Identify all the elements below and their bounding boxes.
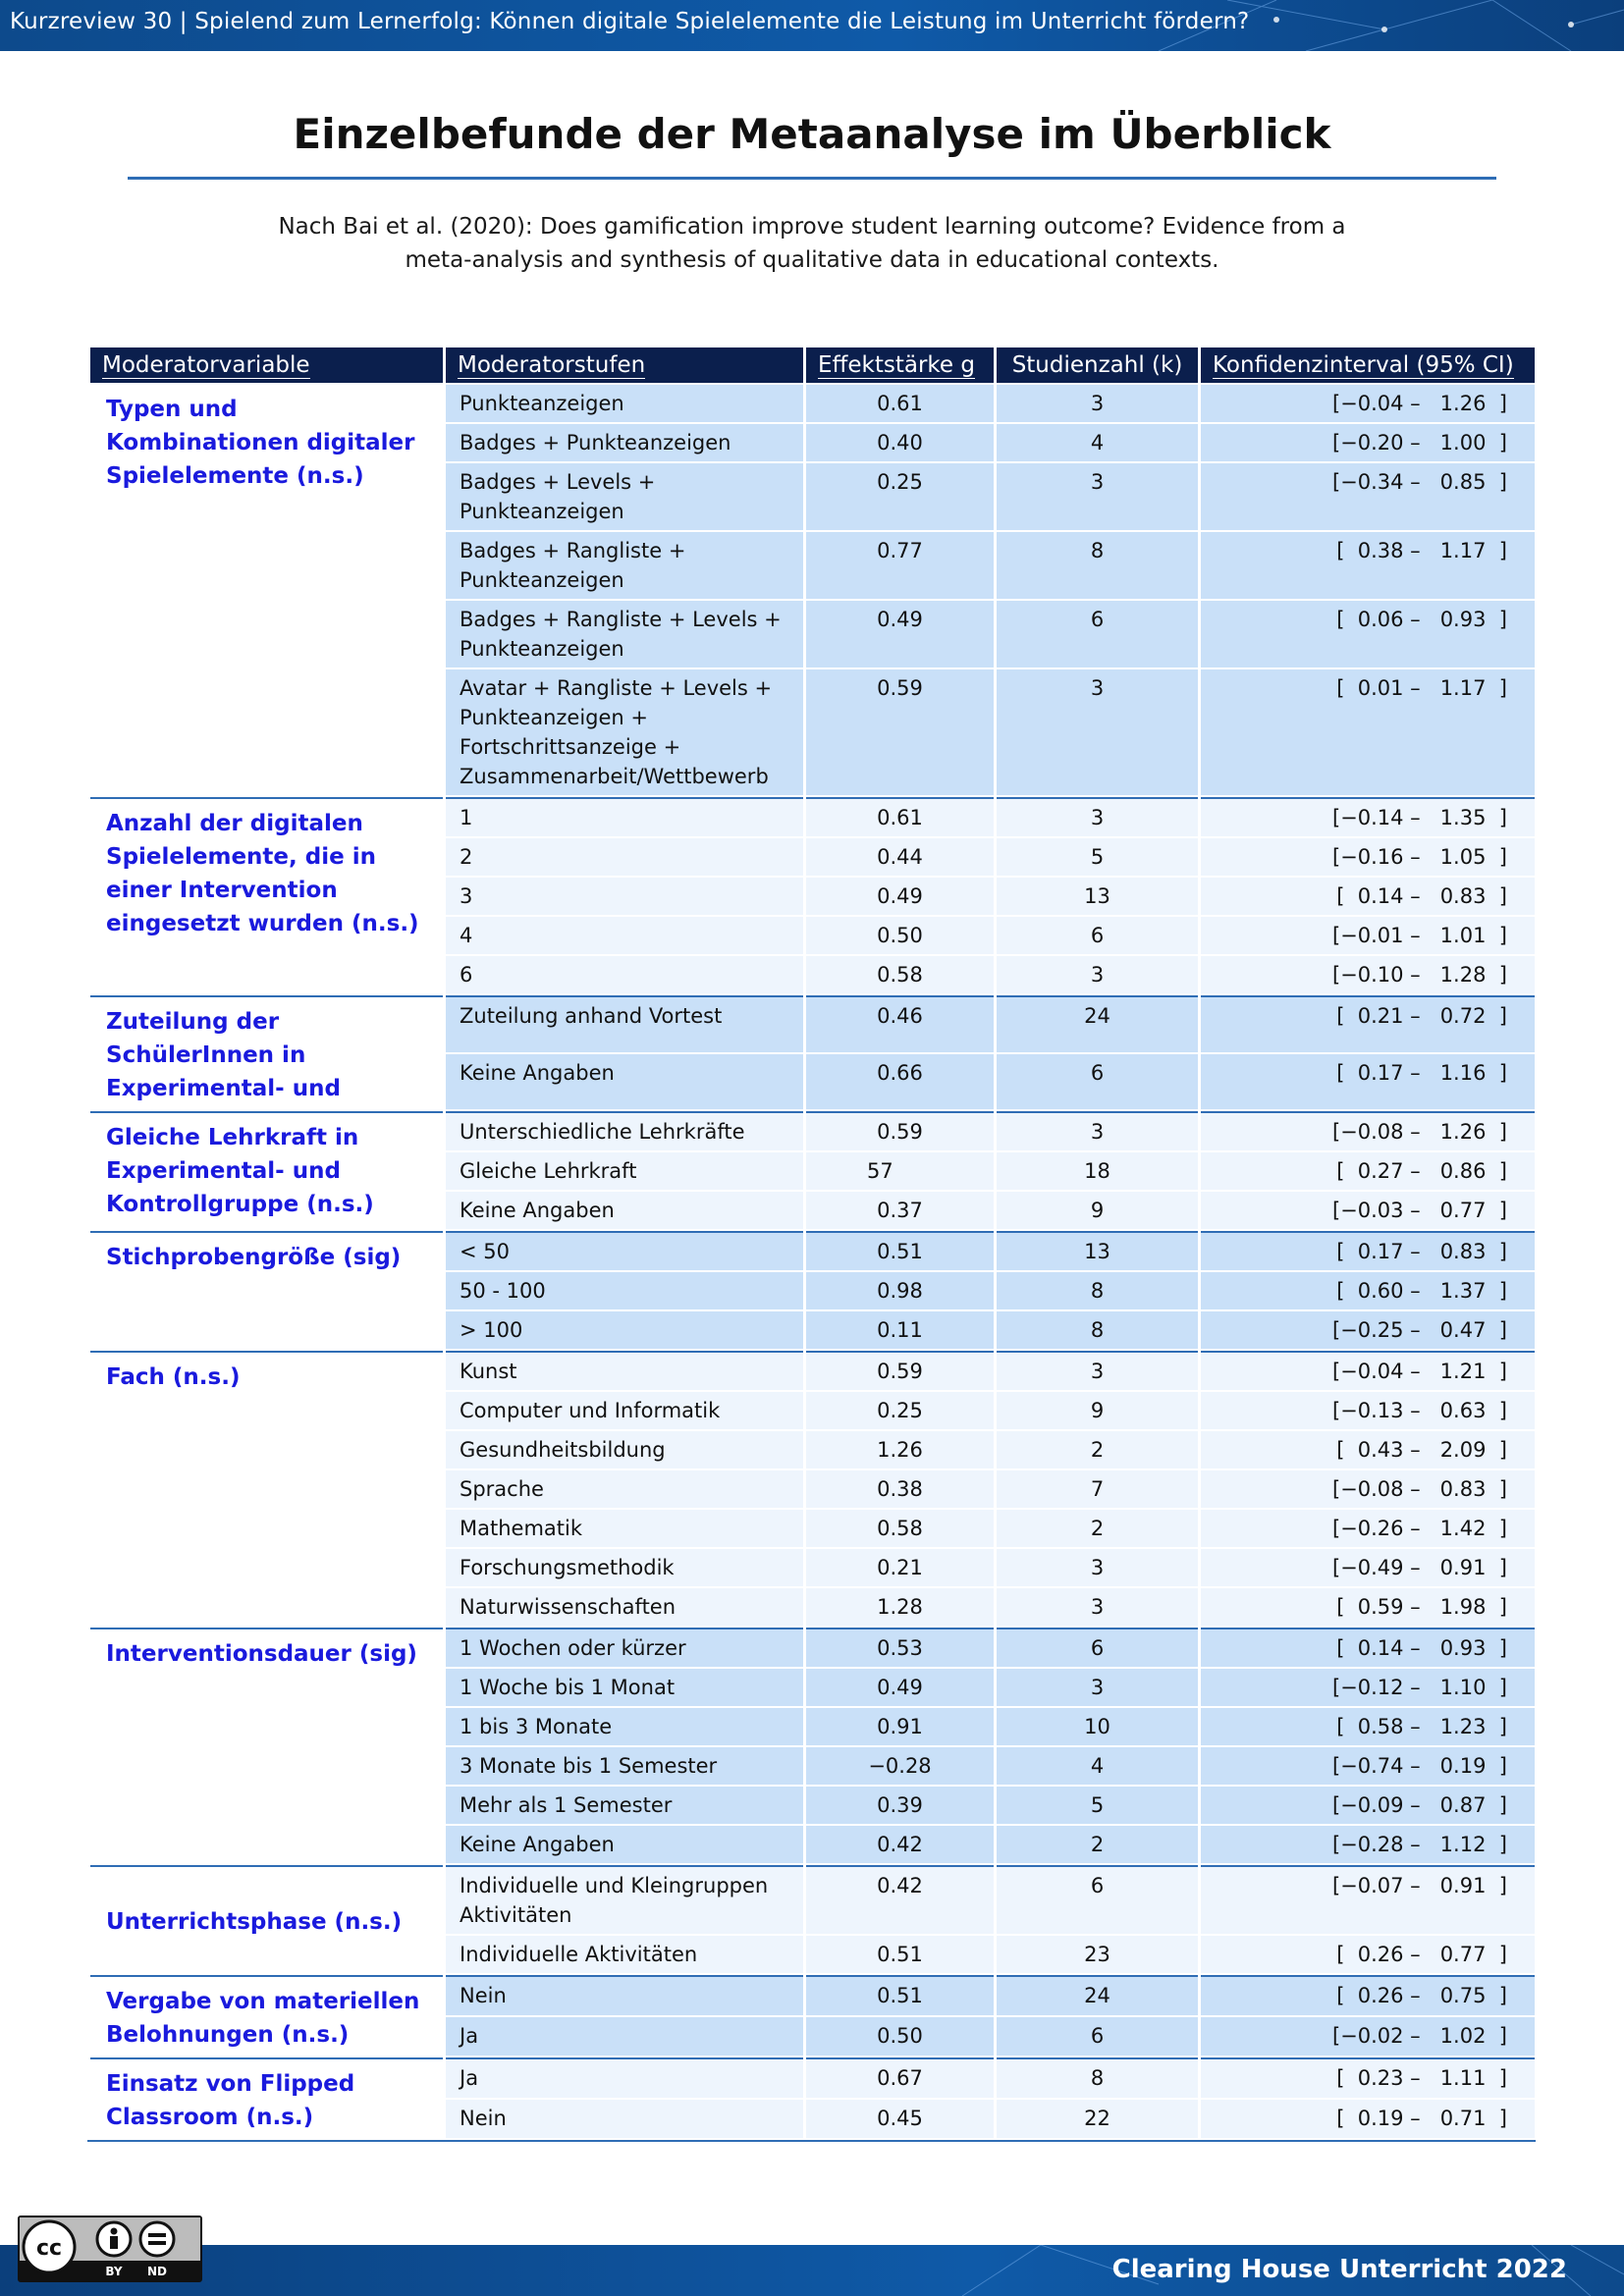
header-ci: Konfidenzinterval (95% CI) <box>1201 347 1535 383</box>
moderator-level: Individuelle und Kleingruppen Aktivitäten <box>446 1865 803 1934</box>
effect-size: 0.59 <box>806 1351 994 1390</box>
footer-bar <box>0 2245 1624 2296</box>
effect-size: 0.37 <box>806 1192 994 1229</box>
moderator-level: Ja <box>446 2057 803 2098</box>
study-count: 23 <box>997 1936 1198 1973</box>
confidence-interval: [ 0.58 – 1.23 ] <box>1201 1708 1535 1745</box>
moderator-level: Nein <box>446 2100 803 2138</box>
confidence-interval: [−0.08 – 1.26 ] <box>1201 1111 1535 1150</box>
confidence-interval: [−0.16 – 1.05 ] <box>1201 838 1535 876</box>
table-row <box>90 1975 1535 2015</box>
effect-size: 0.58 <box>806 956 994 993</box>
study-count: 4 <box>997 424 1198 461</box>
confidence-interval: [−0.10 – 1.28 ] <box>1201 956 1535 993</box>
moderator-level: Keine Angaben <box>446 1826 803 1863</box>
moderator-level: Forschungsmethodik <box>446 1549 803 1586</box>
moderator-variable: Vergabe von materiellen Belohnungen (n.s.) <box>90 1975 443 2056</box>
confidence-interval: [ 0.21 – 0.72 ] <box>1201 995 1535 1052</box>
confidence-interval: [−0.14 – 1.35 ] <box>1201 797 1535 836</box>
study-count: 18 <box>997 1152 1198 1190</box>
moderator-variable: Zuteilung der SchülerInnen in Experimental- und <box>90 995 443 1109</box>
moderator-level: Keine Angaben <box>446 1192 803 1229</box>
study-count: 9 <box>997 1192 1198 1229</box>
table-row <box>90 1628 1535 1667</box>
study-count: 22 <box>997 2100 1198 2138</box>
study-count: 6 <box>997 1628 1198 1667</box>
effect-size: 0.49 <box>806 601 994 667</box>
study-count: 6 <box>997 917 1198 954</box>
study-count: 6 <box>997 601 1198 667</box>
confidence-interval: [−0.07 – 0.91 ] <box>1201 1865 1535 1934</box>
study-count: 5 <box>997 838 1198 876</box>
moderator-level: Badges + Levels + Punkteanzeigen <box>446 463 803 530</box>
moderator-level: Computer und Informatik <box>446 1392 803 1429</box>
confidence-interval: [ 0.17 – 0.83 ] <box>1201 1231 1535 1270</box>
study-count: 3 <box>997 1111 1198 1150</box>
effect-size: 0.98 <box>806 1272 994 1309</box>
confidence-interval: [−0.13 – 0.63 ] <box>1201 1392 1535 1429</box>
study-count: 6 <box>997 1865 1198 1934</box>
moderator-level: 1 <box>446 797 803 836</box>
no-derivatives-icon <box>140 2222 174 2256</box>
confidence-interval: [ 0.14 – 0.83 ] <box>1201 878 1535 915</box>
study-count: 3 <box>997 1669 1198 1706</box>
effect-size: 0.38 <box>806 1470 994 1508</box>
moderator-variable: Typen und Kombinationen digitaler Spielelemente (n.s.) <box>90 385 443 795</box>
study-count: 3 <box>997 1549 1198 1586</box>
moderator-variable: Gleiche Lehrkraft in Experimental- und Kontrollgruppe (n.s.) <box>90 1111 443 1229</box>
moderator-variable: Unterrichtsphase (n.s.) <box>90 1865 443 1973</box>
effect-size: 0.61 <box>806 385 994 422</box>
study-count: 3 <box>997 385 1198 422</box>
study-count: 8 <box>997 1272 1198 1309</box>
confidence-interval: [−0.09 – 0.87 ] <box>1201 1787 1535 1824</box>
effect-size: 0.45 <box>806 2100 994 2138</box>
effect-size: 0.61 <box>806 797 994 836</box>
moderator-level: Individuelle Aktivitäten <box>446 1936 803 1973</box>
effect-size: 0.42 <box>806 1865 994 1934</box>
effect-size: 0.11 <box>806 1311 994 1349</box>
by-label: BY <box>105 2265 123 2278</box>
effect-size: 0.59 <box>806 669 994 795</box>
running-title: Kurzreview 30 | Spielend zum Lernerfolg: Können digitale Spielelemente die Leistung im Unterricht fördern? <box>10 9 1250 34</box>
effect-size: 0.59 <box>806 1111 994 1150</box>
study-count: 24 <box>997 995 1198 1052</box>
page-title: Einzelbefunde der Metaanalyse im Überblick <box>293 110 1331 158</box>
moderator-level: 4 <box>446 917 803 954</box>
effect-size: 1.26 <box>806 1431 994 1468</box>
table-row <box>90 2057 1535 2098</box>
study-count: 6 <box>997 2017 1198 2056</box>
confidence-interval: [ 0.23 – 1.11 ] <box>1201 2057 1535 2098</box>
study-count: 7 <box>997 1470 1198 1508</box>
study-count: 10 <box>997 1708 1198 1745</box>
confidence-interval: [ 0.17 – 1.16 ] <box>1201 1054 1535 1109</box>
moderator-variable: Anzahl der digitalen Spielelemente, die in einer Intervention eingesetzt wurden (n.s.) <box>90 797 443 993</box>
moderator-level: 3 Monate bis 1 Semester <box>446 1747 803 1785</box>
moderator-level: Sprache <box>446 1470 803 1508</box>
study-count: 13 <box>997 878 1198 915</box>
study-count: 5 <box>997 1787 1198 1824</box>
confidence-interval: [ 0.26 – 0.75 ] <box>1201 1975 1535 2015</box>
moderator-variable: Fach (n.s.) <box>90 1351 443 1626</box>
confidence-interval: [ 0.43 – 2.09 ] <box>1201 1431 1535 1468</box>
cc-label: cc <box>35 2236 63 2261</box>
moderator-variable: Einsatz von Flipped Classroom (n.s.) <box>90 2057 443 2138</box>
moderator-level: > 100 <box>446 1311 803 1349</box>
confidence-interval: [−0.49 – 0.91 ] <box>1201 1549 1535 1586</box>
title-divider <box>128 177 1496 180</box>
moderator-level: Punkteanzeigen <box>446 385 803 422</box>
moderator-level: Ja <box>446 2017 803 2056</box>
study-count: 24 <box>997 1975 1198 2015</box>
table-row <box>90 797 1535 836</box>
table-row <box>90 995 1535 1052</box>
table-row <box>90 1231 1535 1270</box>
moderator-level: Gleiche Lehrkraft <box>446 1152 803 1190</box>
confidence-interval: [ 0.60 – 1.37 ] <box>1201 1272 1535 1309</box>
header-bar <box>0 0 1624 51</box>
confidence-interval: [ 0.19 – 0.71 ] <box>1201 2100 1535 2138</box>
moderator-level: 1 bis 3 Monate <box>446 1708 803 1745</box>
confidence-interval: [−0.34 – 0.85 ] <box>1201 463 1535 530</box>
moderator-variable: Stichprobengröße (sig) <box>90 1231 443 1349</box>
moderator-level: 3 <box>446 878 803 915</box>
study-count: 8 <box>997 2057 1198 2098</box>
table-row <box>90 1865 1535 1934</box>
study-count: 3 <box>997 956 1198 993</box>
effect-size: 0.42 <box>806 1826 994 1863</box>
effect-size: 0.49 <box>806 1669 994 1706</box>
effect-size: 0.50 <box>806 917 994 954</box>
effect-size: −0.28 <box>806 1747 994 1785</box>
study-count: 3 <box>997 1588 1198 1626</box>
confidence-interval: [−0.12 – 1.10 ] <box>1201 1669 1535 1706</box>
header-moderator: Moderatorvariable <box>90 347 443 383</box>
table-row <box>90 1111 1535 1150</box>
confidence-interval: [−0.04 – 1.26 ] <box>1201 385 1535 422</box>
study-count: 2 <box>997 1510 1198 1547</box>
effect-size: 57 <box>806 1152 994 1190</box>
effect-size: 0.53 <box>806 1628 994 1667</box>
confidence-interval: [ 0.06 – 0.93 ] <box>1201 601 1535 667</box>
moderator-level: Kunst <box>446 1351 803 1390</box>
confidence-interval: [ 0.59 – 1.98 ] <box>1201 1588 1535 1626</box>
moderator-level: Avatar + Rangliste + Levels + Punkteanzeigen + Fortschrittsanzeige + Zusammenarbeit/Wettbewerb <box>446 669 803 795</box>
header-effect: Effektstärke g <box>806 347 994 383</box>
confidence-interval: [−0.20 – 1.00 ] <box>1201 424 1535 461</box>
effect-size: 0.44 <box>806 838 994 876</box>
confidence-interval: [ 0.26 – 0.77 ] <box>1201 1936 1535 1973</box>
confidence-interval: [−0.26 – 1.42 ] <box>1201 1510 1535 1547</box>
moderator-level: Naturwissenschaften <box>446 1588 803 1626</box>
moderator-level: Badges + Punkteanzeigen <box>446 424 803 461</box>
moderator-variable: Interventionsdauer (sig) <box>90 1628 443 1863</box>
confidence-interval: [−0.01 – 1.01 ] <box>1201 917 1535 954</box>
moderator-level: 1 Wochen oder kürzer <box>446 1628 803 1667</box>
effect-size: 0.51 <box>806 1231 994 1270</box>
moderator-level: Keine Angaben <box>446 1054 803 1109</box>
moderator-level: 6 <box>446 956 803 993</box>
moderator-level: Mathematik <box>446 1510 803 1547</box>
confidence-interval: [−0.08 – 0.83 ] <box>1201 1470 1535 1508</box>
effect-size: 0.77 <box>806 532 994 599</box>
effect-size: 0.50 <box>806 2017 994 2056</box>
moderator-level: Zuteilung anhand Vortest <box>446 995 803 1052</box>
nd-label: ND <box>146 2265 168 2278</box>
confidence-interval: [−0.03 – 0.77 ] <box>1201 1192 1535 1229</box>
confidence-interval: [ 0.27 – 0.86 ] <box>1201 1152 1535 1190</box>
citation-line-2: meta-analysis and synthesis of qualitative data in educational contexts. <box>405 247 1219 273</box>
header-studies: Studienzahl (k) <box>997 347 1198 383</box>
table-row <box>90 385 1535 422</box>
effect-size: 0.91 <box>806 1708 994 1745</box>
moderator-level: Badges + Rangliste + Punkteanzeigen <box>446 532 803 599</box>
meta-analysis-table <box>87 346 1538 2140</box>
effect-size: 0.25 <box>806 463 994 530</box>
effect-size: 0.39 <box>806 1787 994 1824</box>
confidence-interval: [−0.04 – 1.21 ] <box>1201 1351 1535 1390</box>
study-count: 3 <box>997 463 1198 530</box>
study-count: 8 <box>997 532 1198 599</box>
study-count: 2 <box>997 1826 1198 1863</box>
moderator-level: Gesundheitsbildung <box>446 1431 803 1468</box>
study-count: 3 <box>997 669 1198 795</box>
footer-text: Clearing House Unterricht 2022 <box>1111 2255 1567 2284</box>
effect-size: 0.21 <box>806 1549 994 1586</box>
confidence-interval: [−0.28 – 1.12 ] <box>1201 1826 1535 1863</box>
table-header-row <box>90 347 1535 383</box>
confidence-interval: [−0.02 – 1.02 ] <box>1201 2017 1535 2056</box>
confidence-interval: [ 0.01 – 1.17 ] <box>1201 669 1535 795</box>
moderator-level: 2 <box>446 838 803 876</box>
confidence-interval: [−0.25 – 0.47 ] <box>1201 1311 1535 1349</box>
study-count: 9 <box>997 1392 1198 1429</box>
effect-size: 0.46 <box>806 995 994 1052</box>
study-count: 13 <box>997 1231 1198 1270</box>
moderator-level: 1 Woche bis 1 Monat <box>446 1669 803 1706</box>
moderator-level: < 50 <box>446 1231 803 1270</box>
cc-license-badge[interactable] <box>18 2216 202 2282</box>
effect-size: 0.58 <box>806 1510 994 1547</box>
table-bottom-divider <box>87 2140 1536 2142</box>
study-count: 6 <box>997 1054 1198 1109</box>
confidence-interval: [ 0.38 – 1.17 ] <box>1201 532 1535 599</box>
table-row <box>90 1351 1535 1390</box>
study-count: 8 <box>997 1311 1198 1349</box>
moderator-level: Mehr als 1 Semester <box>446 1787 803 1824</box>
effect-size: 0.49 <box>806 878 994 915</box>
moderator-level: Unterschiedliche Lehrkräfte <box>446 1111 803 1150</box>
source-citation <box>245 210 1379 277</box>
effect-size: 1.28 <box>806 1588 994 1626</box>
effect-size: 0.51 <box>806 1936 994 1973</box>
table-body <box>90 385 1535 2138</box>
moderator-level: 50 - 100 <box>446 1272 803 1309</box>
moderator-level: Badges + Rangliste + Levels + Punkteanzeigen <box>446 601 803 667</box>
effect-size: 0.66 <box>806 1054 994 1109</box>
effect-size: 0.25 <box>806 1392 994 1429</box>
study-count: 4 <box>997 1747 1198 1785</box>
moderator-level: Nein <box>446 1975 803 2015</box>
study-count: 3 <box>997 797 1198 836</box>
citation-line-1: Nach Bai et al. (2020): Does gamification improve student learning outcome? Evidence from a <box>278 214 1346 240</box>
effect-size: 0.51 <box>806 1975 994 2015</box>
effect-size: 0.67 <box>806 2057 994 2098</box>
confidence-interval: [ 0.14 – 0.93 ] <box>1201 1628 1535 1667</box>
study-count: 2 <box>997 1431 1198 1468</box>
effect-size: 0.40 <box>806 424 994 461</box>
study-count: 3 <box>997 1351 1198 1390</box>
confidence-interval: [−0.74 – 0.19 ] <box>1201 1747 1535 1785</box>
header-levels: Moderatorstufen <box>446 347 803 383</box>
